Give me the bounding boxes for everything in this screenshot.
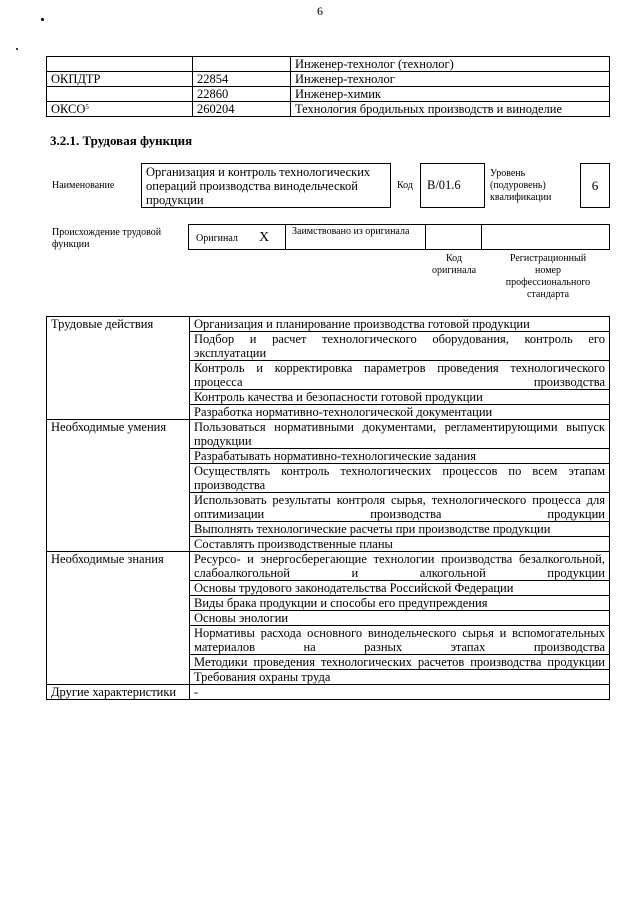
content-item: Ресурсо- и энергосберегающие технологии производства безалкогольной, слабоалкогольной и алкогольной продукции [190,552,610,581]
content-item: Составлять производственные планы [190,537,610,552]
category-cell: Необходимые умения [47,420,190,552]
section-title: 3.2.1. Трудовая функция [50,133,193,148]
function-name: Организация и контроль технологических операций производства винодельческой продукции [146,165,371,207]
origin-cell-code [425,224,482,250]
page-number: 6 [317,4,323,18]
occupation-name-cell: Инженер-технолог [291,72,610,87]
content-item: Контроль и корректировка параметров проведения технологического процесса производства [190,361,610,390]
footnote-marker: 5 [85,103,89,111]
content-item: Организация и планирование производства готовой продукции [190,317,610,332]
content-item: Осуществлять контроль технологических процессов по всем этапам производства [190,464,610,493]
content-item: Контроль качества и безопасности готовой продукции [190,390,610,405]
code-cell: 22854 [193,72,291,87]
classifier-cell [47,87,193,102]
level-label: Уровень (подуровень) квалификации [490,168,552,203]
occupation-name-cell: Технология бродильных производств и виноделие [291,102,610,117]
scan-speck [16,48,18,50]
codes-row [47,87,610,102]
code-cell: 22860 [193,87,291,102]
original-label: Оригинал [196,233,238,244]
content-item: Разработка нормативно-технологической документации [190,405,610,420]
codes-row [47,102,610,117]
category-cell: Другие характеристики [47,685,190,700]
content-item: Требования охраны труда [190,670,610,685]
content-item: Выполнять технологические расчеты при производстве продукции [190,522,610,537]
classifier-name: ОКПДТР [51,72,101,86]
code-label: Код [397,180,413,191]
content-item: - [190,685,610,700]
level-value: 6 [591,178,599,193]
classifier-cell [47,57,193,72]
content-item: Нормативы расхода основного винодельческого сырья и вспомогательных материалов на разных этапах производства [190,626,610,655]
borrowed-label: Заимствовано из оригинала [292,226,410,237]
category-cell: Необходимые знания [47,552,190,685]
content-item: Основы трудового законодательства Российской Федерации [190,581,610,596]
content-item: Разрабатывать нормативно-технологические задания [190,449,610,464]
classifier-name: ОКСО [51,102,86,116]
content-row [47,552,610,581]
content-item: Пользоваться нормативными документами, регламентирующими выпуск продукции [190,420,610,449]
function-content-table [46,316,610,700]
origin-cell-reg [481,224,610,250]
content-row [47,317,610,332]
reg-number-caption: Регистрационный номер профессионального стандарта [505,253,591,300]
content-row [47,685,610,700]
content-row [47,420,610,449]
codes-row [47,57,610,72]
function-code: B/01.6 [427,178,461,192]
content-item: Методики проведения технологических расчетов производства продукции [190,655,610,670]
occupation-name-cell: Инженер-технолог (технолог) [291,57,610,72]
category-cell: Трудовые действия [47,317,190,420]
classifier-cell [47,72,193,87]
origin-label: Происхождение трудовой функции [52,227,162,250]
code-cell [193,57,291,72]
name-label: Наименование [52,180,115,191]
codes-table [46,56,610,117]
content-item: Виды брака продукции и способы его предупреждения [190,596,610,611]
original-mark: X [259,230,270,245]
content-item: Использовать результаты контроля сырья, технологического процесса для оптимизации производства продукции [190,493,610,522]
code-cell: 260204 [193,102,291,117]
classifier-cell [47,102,193,117]
scan-speck [41,18,44,21]
codes-row [47,72,610,87]
content-item: Подбор и расчет технологического оборудования, контроль его эксплуатации [190,332,610,361]
code-original-caption: Код оригинала [431,253,477,276]
content-item: Основы энологии [190,611,610,626]
occupation-name-cell: Инженер-химик [291,87,610,102]
